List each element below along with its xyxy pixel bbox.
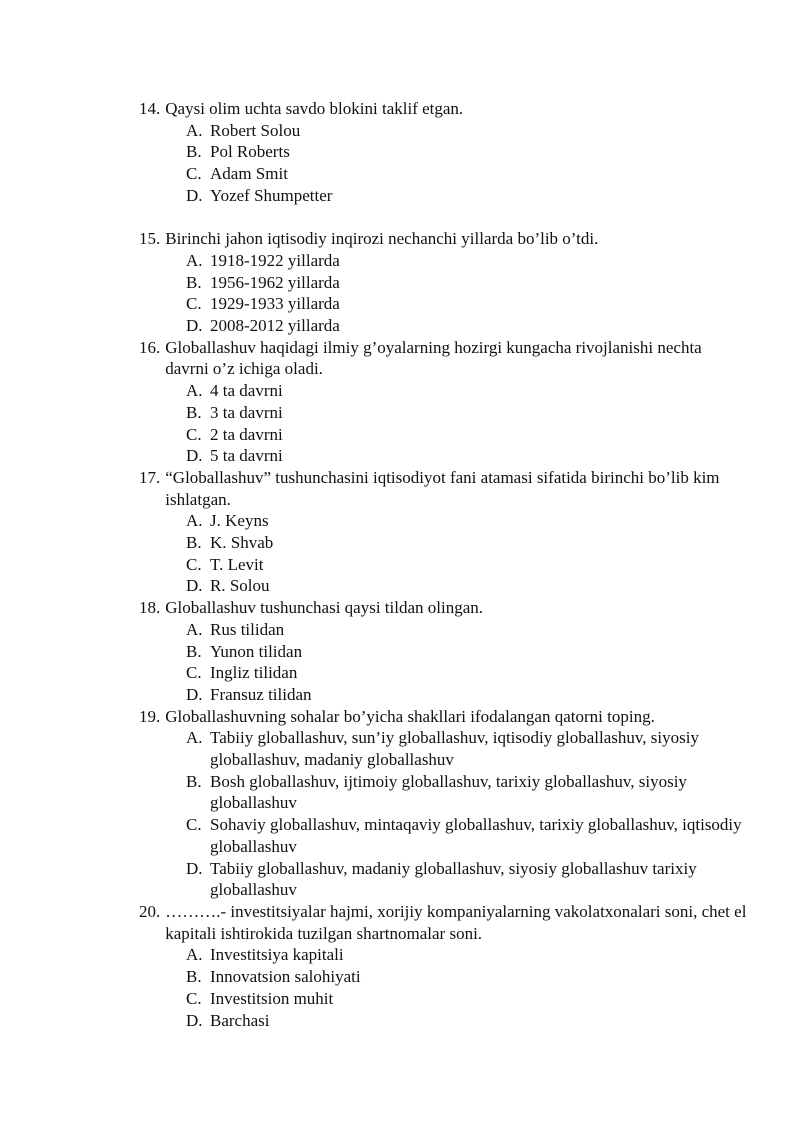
option-d [186, 1010, 749, 1032]
option-list [139, 619, 749, 706]
option-letter: D. [186, 858, 203, 878]
option-text: Rus tilidan [210, 619, 285, 639]
question-list [139, 98, 749, 1031]
option-list [139, 510, 749, 597]
option-a [186, 510, 749, 532]
option-letter: B. [186, 967, 202, 987]
question-line [139, 597, 749, 619]
option-d [186, 684, 749, 706]
option-letter: C. [186, 164, 202, 184]
option-text: Pol Roberts [210, 142, 290, 162]
option-letter: A. [186, 381, 203, 401]
option-a [186, 380, 749, 402]
option-d [186, 185, 749, 207]
option-text: 5 ta davrni [210, 446, 283, 466]
question-20 [139, 901, 749, 1031]
option-letter: D. [186, 1010, 203, 1030]
option-a [186, 944, 749, 966]
option-c [186, 163, 749, 185]
question-text: Globallashuv haqidagi ilmiy g’oyalarning hozirgi kungacha rivojlanishi nechta davrni o’z ichiga oladi. [165, 337, 702, 379]
option-text: 1956-1962 yillarda [210, 272, 340, 292]
option-d [186, 575, 749, 597]
question-text: Globallashuvning sohalar bo’yicha shakllari ifodalangan qatorni toping. [165, 706, 655, 726]
option-b [186, 141, 749, 163]
option-letter: B. [186, 533, 202, 553]
option-c [186, 988, 749, 1010]
option-b [186, 532, 749, 554]
option-letter: C. [186, 663, 202, 683]
option-c [186, 662, 749, 684]
option-list [139, 120, 749, 207]
option-a [186, 120, 749, 142]
option-letter: A. [186, 619, 203, 639]
option-letter: A. [186, 250, 203, 270]
option-letter: C. [186, 554, 202, 574]
option-text: Robert Solou [210, 120, 301, 140]
option-a [186, 619, 749, 641]
question-19 [139, 706, 749, 901]
option-text: T. Levit [210, 554, 264, 574]
question-line [139, 467, 749, 510]
option-letter: C. [186, 294, 202, 314]
option-c [186, 293, 749, 315]
option-text: Barchasi [210, 1010, 270, 1030]
option-b [186, 966, 749, 988]
option-text: Tabiiy globallashuv, madaniy globallashuv, siyosiy globallashuv tarixiy globallashuv [210, 858, 697, 900]
option-text: 3 ta davrni [210, 402, 283, 422]
option-b [186, 272, 749, 294]
option-letter: B. [186, 771, 202, 791]
option-letter: D. [186, 576, 203, 596]
option-text: R. Solou [210, 576, 270, 596]
question-text: Globallashuv tushunchasi qaysi tildan olingan. [165, 598, 484, 618]
option-list [139, 380, 749, 467]
option-d [186, 858, 749, 901]
option-c [186, 424, 749, 446]
option-text: J. Keyns [210, 511, 269, 531]
option-text: 4 ta davrni [210, 381, 283, 401]
option-b [186, 641, 749, 663]
option-a [186, 250, 749, 272]
option-letter: D. [186, 316, 203, 336]
question-15 [139, 228, 749, 337]
option-letter: B. [186, 402, 202, 422]
option-letter: C. [186, 815, 202, 835]
option-text: Innovatsion salohiyati [210, 967, 361, 987]
option-letter: A. [186, 728, 203, 748]
option-text: 2 ta davrni [210, 424, 283, 444]
option-text: K. Shvab [210, 533, 274, 553]
question-number: 17. [139, 467, 161, 487]
question-text: Qaysi olim uchta savdo blokini taklif etgan. [165, 99, 464, 118]
option-text: Tabiiy globallashuv, sun’iy globallashuv, iqtisodiy globallashuv, siyosiy globallashuv, madaniy globallashuv [210, 728, 699, 770]
option-d [186, 315, 749, 337]
option-letter: C. [186, 988, 202, 1008]
question-number: 18. [139, 598, 161, 618]
question-line [139, 98, 749, 120]
option-text: Ingliz tilidan [210, 663, 298, 683]
option-letter: B. [186, 272, 202, 292]
option-b [186, 771, 749, 814]
option-text: 2008-2012 yillarda [210, 316, 340, 336]
option-text: Investitsiya kapitali [210, 945, 344, 965]
option-c [186, 554, 749, 576]
option-letter: C. [186, 424, 202, 444]
question-number: 15. [139, 229, 161, 249]
option-text: Yunon tilidan [210, 641, 303, 661]
option-c [186, 814, 749, 857]
question-line [139, 901, 749, 944]
question-14 [139, 98, 749, 207]
question-number: 20. [139, 902, 161, 921]
option-a [186, 727, 749, 770]
option-letter: B. [186, 142, 202, 162]
question-number: 16. [139, 337, 161, 357]
question-17 [139, 467, 749, 597]
option-letter: D. [186, 446, 203, 466]
option-letter: D. [186, 185, 203, 205]
question-line [139, 706, 749, 728]
option-letter: A. [186, 120, 203, 140]
question-16 [139, 337, 749, 467]
option-text: 1918-1922 yillarda [210, 250, 340, 270]
option-b [186, 402, 749, 424]
option-text: Adam Smit [210, 164, 288, 184]
question-text: ……….- investitsiyalar hajmi, xorijiy kompaniyalarning vakolatxonalari soni, chet el kapitali ishtirokida tuzilgan shartnomalar soni. [165, 902, 747, 943]
option-text: Investitsion muhit [210, 988, 334, 1008]
option-list [139, 944, 749, 1031]
question-text: Birinchi jahon iqtisodiy inqirozi nechanchi yillarda bo’lib o’tdi. [165, 229, 599, 249]
option-list [139, 727, 749, 901]
option-text: Bosh globallashuv, ijtimoiy globallashuv, tarixiy globallashuv, siyosiy globallashuv [210, 771, 687, 813]
option-letter: D. [186, 684, 203, 704]
question-line [139, 228, 749, 250]
question-number: 19. [139, 706, 161, 726]
option-letter: A. [186, 945, 203, 965]
question-18 [139, 597, 749, 706]
question-line [139, 337, 749, 380]
option-letter: A. [186, 511, 203, 531]
question-number: 14. [139, 99, 161, 118]
option-text: Sohaviy globallashuv, mintaqaviy globallashuv, tarixiy globallashuv, iqtisodiy globallashuv [210, 815, 742, 856]
question-text: “Globallashuv” tushunchasini iqtisodiyot fani atamasi sifatida birinchi bo’lib kim ishlatgan. [165, 467, 720, 509]
option-text: Fransuz tilidan [210, 684, 312, 704]
option-d [186, 445, 749, 467]
option-text: 1929-1933 yillarda [210, 294, 340, 314]
option-letter: B. [186, 641, 202, 661]
option-list [139, 250, 749, 337]
option-text: Yozef Shumpetter [210, 185, 333, 205]
